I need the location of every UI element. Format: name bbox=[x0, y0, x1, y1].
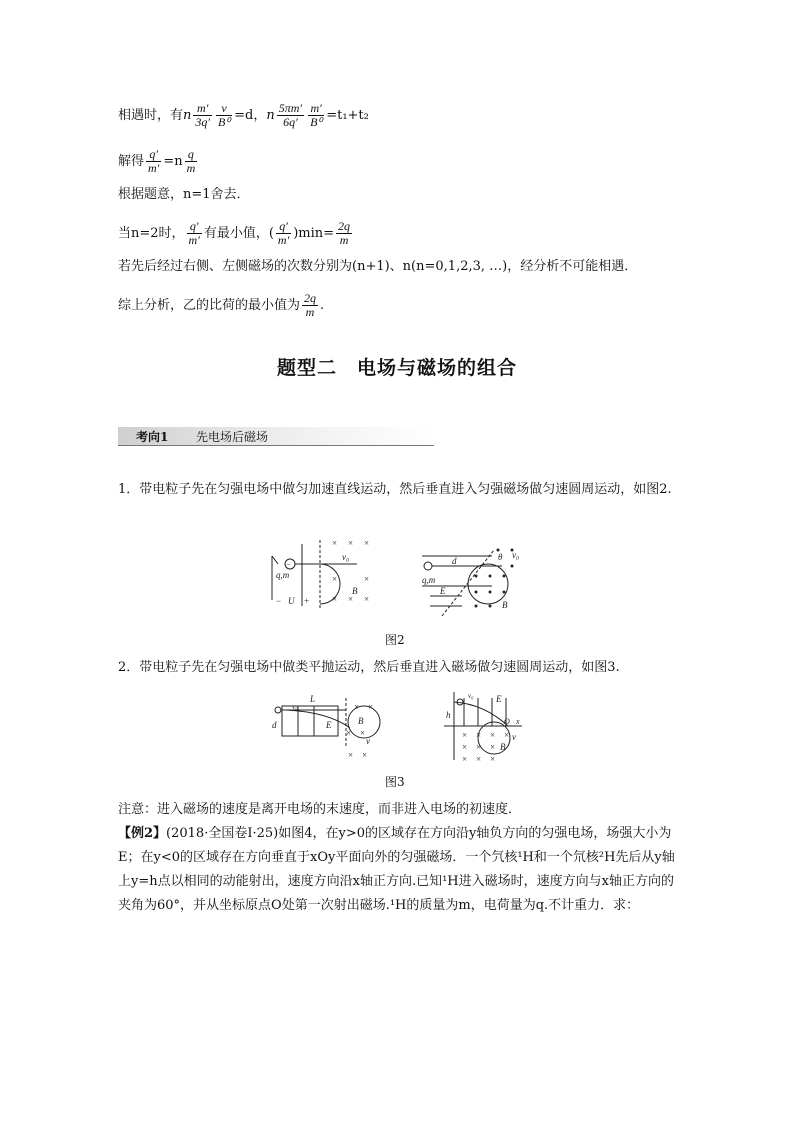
solution-line-2: 解得 $\frac{q'}{m'}$ =n $\frac{q}{m}$ bbox=[118, 147, 196, 175]
svg-text:×: × bbox=[462, 730, 468, 740]
fraction: $\frac{m'}{\text{B⁰}}$ bbox=[310, 101, 323, 129]
label-theta: θ bbox=[498, 552, 503, 562]
figure-3-caption: 图3 bbox=[385, 775, 405, 789]
label-d: d bbox=[452, 556, 457, 566]
fraction: $\frac{2q}{m}$ bbox=[304, 291, 317, 319]
point-1: 1．带电粒子先在匀强电场中做匀加速直线运动，然后垂直进入匀强磁场做匀速圆周运动，如图2. bbox=[118, 482, 672, 497]
fraction: $\frac{v}{\text{B⁰}}$ bbox=[218, 101, 231, 129]
figure-2-caption: 图2 bbox=[385, 633, 405, 647]
solution-line-1-prefix: 相遇时，有 bbox=[118, 108, 184, 123]
svg-text:×: × bbox=[348, 538, 354, 548]
solution-line-3: 根据题意，n=1舍去． bbox=[118, 187, 250, 202]
label-B-2: B bbox=[502, 600, 508, 610]
topic-banner bbox=[118, 427, 434, 446]
section-title: 题型二 电场与磁场的组合 bbox=[276, 357, 517, 379]
svg-text:×: × bbox=[360, 728, 366, 738]
svg-text:×: × bbox=[362, 750, 368, 760]
svg-text:×: × bbox=[368, 702, 374, 712]
label-B-3: B bbox=[358, 716, 364, 726]
solution-line-6: 综上分析，乙的比荷的最小值为 $\frac{2q}{m}$ . bbox=[118, 291, 325, 319]
label-U: U bbox=[288, 596, 295, 606]
label-B: B bbox=[352, 586, 358, 596]
svg-text:×: × bbox=[476, 730, 482, 740]
svg-text:×: × bbox=[354, 702, 360, 712]
label-E-4: E bbox=[496, 694, 502, 704]
fraction: $\frac{q'}{m'}$ bbox=[148, 147, 160, 175]
svg-text:×: × bbox=[364, 538, 370, 548]
label-x: x bbox=[516, 717, 520, 726]
svg-text:−: − bbox=[286, 560, 291, 569]
svg-text:×: × bbox=[346, 728, 352, 738]
svg-text:×: × bbox=[476, 742, 482, 752]
label-h: h bbox=[446, 710, 451, 720]
svg-text:×: × bbox=[504, 730, 510, 740]
svg-text:×: × bbox=[490, 742, 496, 752]
svg-text:×: × bbox=[462, 742, 468, 752]
label-B-4: B bbox=[500, 742, 506, 752]
fraction: $\frac{2q}{m}$ bbox=[338, 219, 351, 247]
banner-text: 先电场后磁场 bbox=[196, 430, 269, 444]
example-2 bbox=[118, 822, 678, 918]
figure-3-right bbox=[444, 692, 522, 760]
solution-line-4: 当n=2时， $\frac{q'}{m'}$ 有最小值，( $\frac{q'}{m'}$ )min= $\frac{2q}{m}$ bbox=[118, 219, 351, 247]
banner-tag: 考向1 bbox=[136, 430, 169, 444]
label-d-3: d bbox=[272, 720, 277, 730]
fraction: $\frac{5\pi m'}{6q'}$ bbox=[278, 101, 303, 129]
svg-text:×: × bbox=[490, 754, 496, 764]
svg-text:×: × bbox=[364, 574, 370, 584]
svg-text:×: × bbox=[462, 754, 468, 764]
svg-text:×: × bbox=[348, 594, 354, 604]
label-L: L bbox=[310, 694, 316, 704]
svg-text:×: × bbox=[332, 574, 338, 584]
label-E-3: E bbox=[326, 720, 332, 730]
example-label: 【例2】 bbox=[118, 826, 167, 841]
label-plus: + bbox=[304, 596, 310, 606]
label-v0-2: v₀ bbox=[512, 550, 520, 560]
label-O: O bbox=[504, 717, 510, 726]
fraction: $\frac{q'}{m'}$ bbox=[277, 219, 290, 247]
svg-text:×: × bbox=[332, 594, 338, 604]
fraction: $\frac{q}{m}$ bbox=[186, 147, 196, 175]
fraction: $\frac{m'}{3q'}$ bbox=[195, 101, 211, 129]
label-qm-2: q,m bbox=[422, 575, 436, 585]
label-E: E bbox=[440, 586, 446, 596]
figure-2 bbox=[262, 536, 532, 624]
svg-text:×: × bbox=[490, 730, 496, 740]
label-v0-4: v₀ bbox=[468, 692, 474, 700]
svg-text:×: × bbox=[348, 750, 354, 760]
svg-text:×: × bbox=[332, 538, 338, 548]
svg-text:×: × bbox=[476, 754, 482, 764]
label-v0: v₀ bbox=[342, 552, 350, 562]
label-qm: q,m bbox=[276, 570, 290, 580]
label-minus: − bbox=[276, 596, 282, 606]
solution-line-1: 相遇时，有n $\frac{m'}{3q'}$ $\frac{v}{\text{B⁰}}$ =d，n $\frac{5\pi m'}{6q'}$ $\frac{m'}{\text{B⁰}}$ =t₁+t₂ bbox=[118, 101, 369, 129]
label-v-3: v bbox=[366, 736, 370, 746]
example-text: (2018·全国卷Ⅰ·25)如图4，在y>0的区域存在方向沿y轴负方向的匀强电场，场强大小为E；在y<0的区域存在方向垂直于xOy平面向外的匀强磁场．一个氕核¹H和一个氘核²H先后从y轴上y=h点以相同的动能射出，速度方向沿x轴正方向.已知¹H进入磁场时，速度方向与x轴正方向的夹角为60°，并从坐标原点O处第一次射出磁场.¹H的质量为m，电荷量为q.不计重力．求： bbox=[118, 826, 675, 913]
solution-line-5: 若先后经过右侧、左侧磁场的次数分别为(n+1)、n(n=0,1,2,3, …)，经分析不可能相遇． bbox=[118, 259, 638, 274]
point-2: 2．带电粒子先在匀强电场中做类平抛运动，然后垂直进入磁场做匀速圆周运动，如图3. bbox=[118, 660, 620, 675]
fraction: $\frac{q'}{m'}$ bbox=[188, 219, 200, 247]
label-v0-3: v₀ bbox=[292, 703, 298, 711]
label-v-4: v bbox=[512, 732, 516, 742]
note: 注意：进入磁场的速度是离开电场的末速度，而非进入电场的初速度． bbox=[118, 802, 522, 817]
figure-3 bbox=[268, 688, 528, 768]
svg-text:×: × bbox=[364, 594, 370, 604]
